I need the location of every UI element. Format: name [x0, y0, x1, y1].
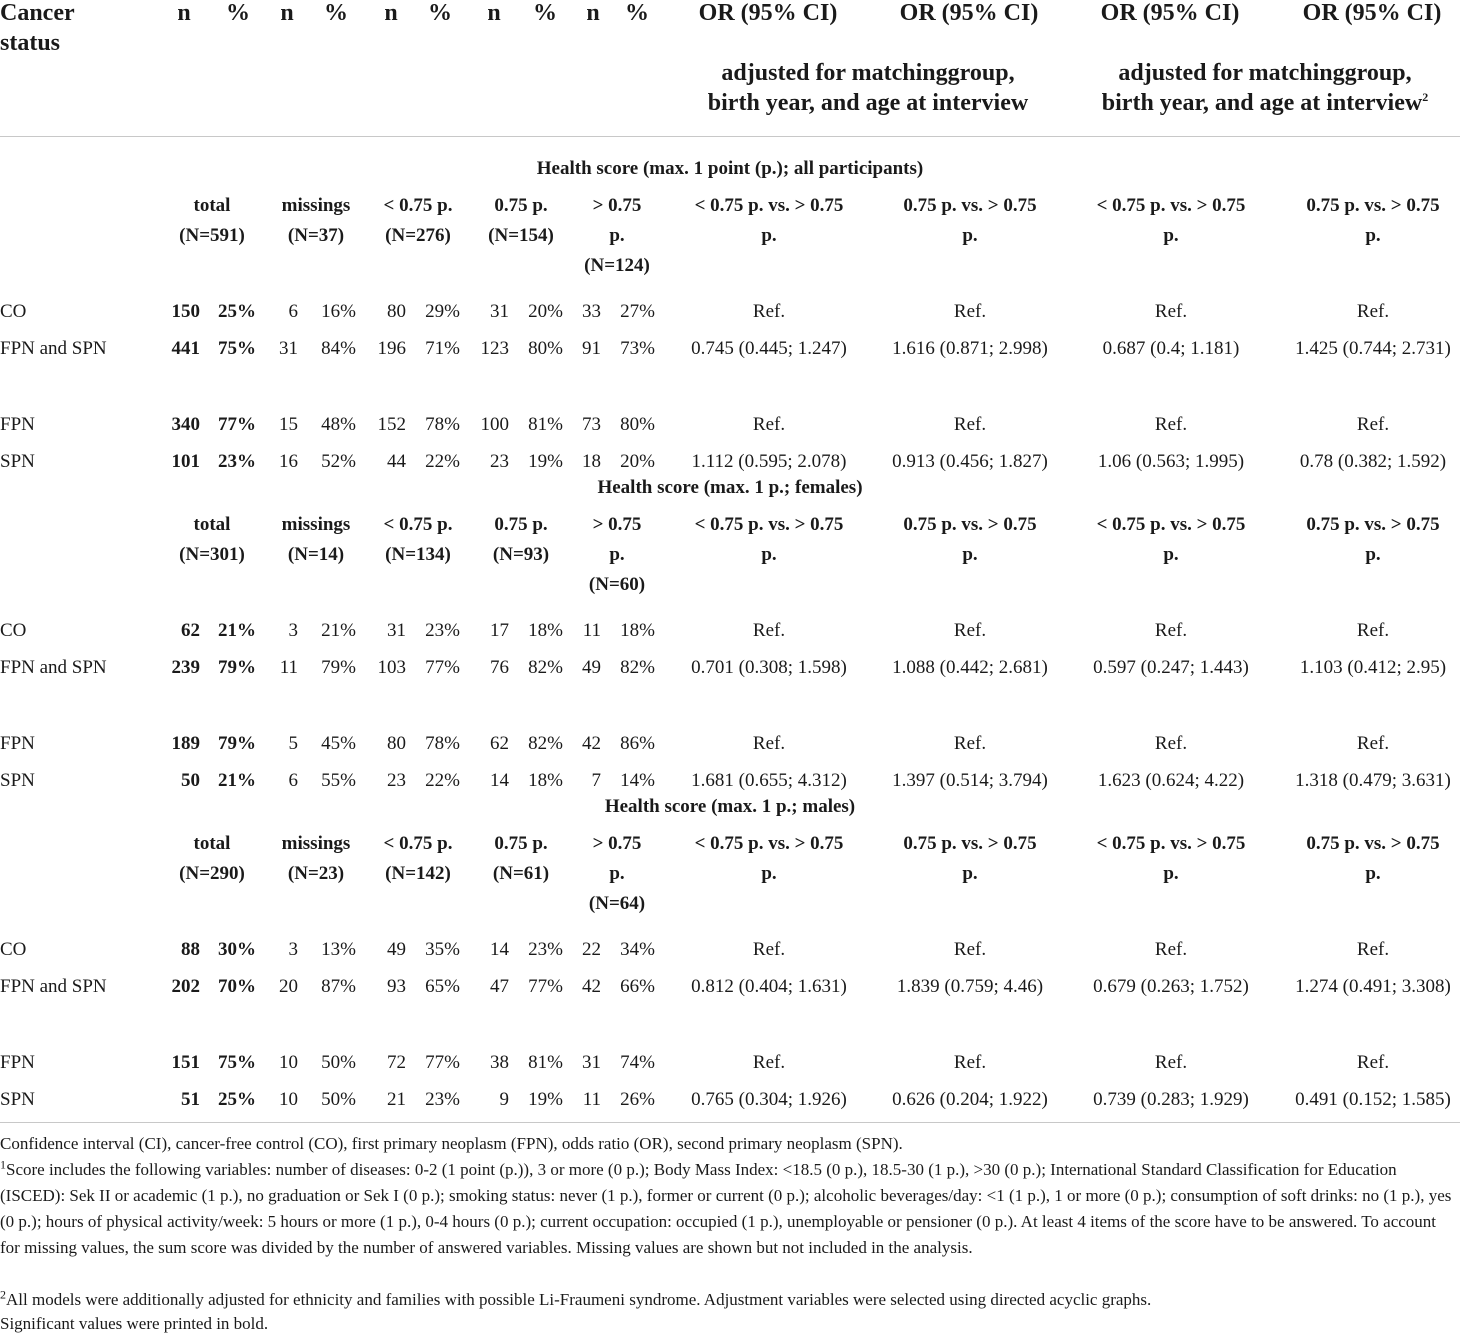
column-head-line: p.	[609, 863, 625, 884]
table-cell: 6	[288, 301, 298, 322]
table-cell: 91	[582, 338, 601, 359]
column-head-line: (N=124)	[584, 255, 650, 276]
column-head-line: (N=290)	[179, 863, 245, 884]
header-pct: %	[428, 0, 452, 26]
table-cell: 84%	[321, 338, 356, 359]
table-cell: 21%	[218, 770, 256, 791]
table-cell: 27%	[620, 301, 655, 322]
table-cell: 16%	[321, 301, 356, 322]
table-cell: 26%	[620, 1089, 655, 1110]
row-label: CO	[0, 301, 27, 322]
or-cell: Ref.	[1154, 939, 1188, 960]
table-cell: 21	[387, 1089, 406, 1110]
header-pct: %	[533, 0, 557, 26]
column-head	[266, 191, 366, 251]
or-cell: Ref.	[752, 414, 786, 435]
column-head	[669, 191, 869, 251]
column-head-line: 0.75 p. vs. > 0.75	[1306, 514, 1440, 535]
or-cell: 0.491 (0.152; 1.585)	[1295, 1089, 1451, 1110]
column-head	[1273, 510, 1460, 570]
table-cell: 3	[288, 939, 298, 960]
table-cell: 79%	[321, 657, 356, 678]
table-cell: 31	[582, 1052, 601, 1073]
table-cell: 49	[582, 657, 601, 678]
table-cell: 9	[499, 1089, 509, 1110]
row-label: FPN and SPN	[0, 338, 107, 359]
column-head-line: < 0.75 p. vs. > 0.75	[694, 514, 844, 535]
table-cell: 55%	[321, 770, 356, 791]
table-cell: 87%	[321, 976, 356, 997]
table-cell: 25%	[218, 301, 256, 322]
table-cell: 29%	[425, 301, 460, 322]
or-cell: Ref.	[1154, 301, 1188, 322]
or-cell: 0.913 (0.456; 1.827)	[892, 451, 1048, 472]
table-cell: 100	[480, 414, 509, 435]
or-cell: Ref.	[1154, 414, 1188, 435]
table-cell: 75%	[218, 338, 256, 359]
column-head-line: p.	[1365, 863, 1381, 884]
header-adjusted-b: adjusted for matchinggroup, birth year, and age at interview$^2$	[1101, 60, 1429, 116]
column-head	[471, 510, 571, 570]
table-cell: 76	[490, 657, 509, 678]
column-head-line: 0.75 p. vs. > 0.75	[903, 514, 1037, 535]
table-cell: 66%	[620, 976, 655, 997]
table-cell: 16	[279, 451, 298, 472]
table-cell: 22%	[425, 451, 460, 472]
or-cell: 1.425 (0.744; 2.731)	[1295, 338, 1451, 359]
column-head-line: < 0.75 p. vs. > 0.75	[1096, 514, 1246, 535]
or-cell: Ref.	[953, 733, 987, 754]
column-head-line: p.	[962, 863, 978, 884]
table-cell: 20	[279, 976, 298, 997]
table-cell: 25%	[218, 1089, 256, 1110]
table-cell: 80%	[528, 338, 563, 359]
table-cell: 11	[582, 620, 601, 641]
or-cell: 1.103 (0.412; 2.95)	[1299, 657, 1447, 678]
table-cell: 31	[387, 620, 406, 641]
or-cell: Ref.	[1154, 1052, 1188, 1073]
table-cell: 14	[490, 939, 509, 960]
column-head	[669, 829, 869, 889]
table-cell: 23	[490, 451, 509, 472]
column-head-line: (N=591)	[179, 225, 245, 246]
column-head-line: (N=23)	[287, 863, 345, 884]
table-cell: 50	[181, 770, 200, 791]
table-cell: 10	[279, 1052, 298, 1073]
table-cell: 152	[377, 414, 406, 435]
or-cell: 0.739 (0.283; 1.929)	[1093, 1089, 1249, 1110]
column-head-line: 0.75 p.	[494, 833, 548, 854]
column-head-line: total	[193, 514, 231, 535]
table-cell: 441	[171, 338, 200, 359]
or-cell: Ref.	[953, 414, 987, 435]
table-cell: 74%	[620, 1052, 655, 1073]
column-head-line: p.	[609, 544, 625, 565]
table-cell: 50%	[321, 1052, 356, 1073]
or-cell: 1.088 (0.442; 2.681)	[892, 657, 1048, 678]
column-head-line: < 0.75 p. vs. > 0.75	[1096, 833, 1246, 854]
column-head-line: p.	[1365, 225, 1381, 246]
header-cancer-status: Cancer status	[0, 0, 75, 56]
table-cell: 93	[387, 976, 406, 997]
table-cell: 42	[582, 733, 601, 754]
table-cell: 49	[387, 939, 406, 960]
column-head-line: 0.75 p.	[494, 514, 548, 535]
table-cell: 88	[181, 939, 200, 960]
column-head-line: total	[193, 195, 231, 216]
footnote-abbreviations: Confidence interval (CI), cancer-free control (CO), first primary neoplasm (FPN), odds ratio (OR), second primary neoplasm (SPN).	[0, 1134, 903, 1153]
or-cell: 1.839 (0.759; 4.46)	[896, 976, 1044, 997]
table-cell: 33	[582, 301, 601, 322]
column-head-line: p.	[609, 225, 625, 246]
table-cell: 7	[591, 770, 601, 791]
column-head	[577, 510, 657, 600]
or-cell: 0.687 (0.4; 1.181)	[1102, 338, 1240, 359]
column-head-line: p.	[1163, 863, 1179, 884]
column-head	[1273, 191, 1460, 251]
table-cell: 6	[288, 770, 298, 791]
column-head-line: p.	[761, 544, 777, 565]
header-pct: %	[625, 0, 649, 26]
header-n: n	[384, 0, 398, 26]
table-cell: 62	[490, 733, 509, 754]
table-cell: 42	[582, 976, 601, 997]
table-cell: 3	[288, 620, 298, 641]
or-cell: 1.623 (0.624; 4.22)	[1097, 770, 1245, 791]
table-cell: 70%	[218, 976, 256, 997]
or-cell: 1.06 (0.563; 1.995)	[1097, 451, 1245, 472]
table-cell: 79%	[218, 733, 256, 754]
table-cell: 82%	[620, 657, 655, 678]
column-head	[266, 829, 366, 889]
table-cell: 340	[171, 414, 200, 435]
or-cell: 0.745 (0.445; 1.247)	[691, 338, 847, 359]
or-cell: Ref.	[953, 939, 987, 960]
column-head-line: 0.75 p. vs. > 0.75	[1306, 195, 1440, 216]
column-head-line: < 0.75 p. vs. > 0.75	[694, 833, 844, 854]
row-label: FPN and SPN	[0, 976, 107, 997]
or-cell: Ref.	[752, 733, 786, 754]
or-cell: Ref.	[1356, 939, 1390, 960]
table-cell: 23	[387, 770, 406, 791]
column-head-line: (N=134)	[385, 544, 451, 565]
table-cell: 78%	[425, 414, 460, 435]
header-n: n	[177, 0, 191, 26]
column-head	[1071, 510, 1271, 570]
table-cell: 38	[490, 1052, 509, 1073]
table-cell: 11	[582, 1089, 601, 1110]
header-adjusted-a: adjusted for matchinggroup, birth year, and age at interview	[707, 60, 1029, 116]
footnote-significance: Significant values were printed in bold.	[0, 1314, 269, 1333]
table-cell: 20%	[528, 301, 563, 322]
table-cell: 77%	[425, 1052, 460, 1073]
header-or-4: OR (95% CI)	[1302, 0, 1442, 26]
table-cell: 65%	[425, 976, 460, 997]
column-head-line: missings	[281, 833, 351, 854]
table-cell: 10	[279, 1089, 298, 1110]
row-label: SPN	[0, 1089, 35, 1110]
table-cell: 103	[377, 657, 406, 678]
column-head-line: p.	[761, 863, 777, 884]
table-cell: 23%	[425, 1089, 460, 1110]
table-cell: 31	[490, 301, 509, 322]
or-cell: 0.701 (0.308; 1.598)	[691, 657, 847, 678]
header-n: n	[586, 0, 600, 26]
table-cell: 79%	[218, 657, 256, 678]
table-cell: 18%	[528, 770, 563, 791]
table-cell: 73%	[620, 338, 655, 359]
table-cell: 15	[279, 414, 298, 435]
or-cell: 0.597 (0.247; 1.443)	[1093, 657, 1249, 678]
or-cell: 1.318 (0.479; 3.631)	[1295, 770, 1451, 791]
table-cell: 17	[490, 620, 509, 641]
column-head	[266, 510, 366, 570]
table-cell: 80	[387, 301, 406, 322]
column-head	[870, 829, 1070, 889]
or-cell: Ref.	[752, 1052, 786, 1073]
table-cell: 72	[387, 1052, 406, 1073]
or-cell: Ref.	[953, 620, 987, 641]
column-head-line: (N=276)	[385, 225, 451, 246]
or-cell: 0.78 (0.382; 1.592)	[1299, 451, 1447, 472]
column-head-line: > 0.75	[592, 514, 642, 535]
column-head-line: (N=61)	[492, 863, 550, 884]
footnote-2: $^2$All models were additionally adjusted for ethnicity and families with possible Li-Fraumeni syndrome. Adjustment variables were selected using directed acyclic graphs.	[0, 1287, 1152, 1309]
table-cell: 23%	[218, 451, 256, 472]
table-cell: 31	[279, 338, 298, 359]
column-head	[157, 829, 267, 889]
or-cell: 1.681 (0.655; 4.312)	[691, 770, 847, 791]
or-cell: Ref.	[1356, 301, 1390, 322]
column-head-line: > 0.75	[592, 195, 642, 216]
table-cell: 82%	[528, 657, 563, 678]
table-cell: 80	[387, 733, 406, 754]
table-cell: 44	[387, 451, 406, 472]
column-head-line: total	[193, 833, 231, 854]
table-cell: 5	[288, 733, 298, 754]
column-head	[1273, 829, 1460, 889]
column-head-line: < 0.75 p.	[383, 514, 453, 535]
column-head-line: 0.75 p.	[494, 195, 548, 216]
table-cell: 23%	[425, 620, 460, 641]
column-head-line: p.	[962, 544, 978, 565]
table-cell: 77%	[425, 657, 460, 678]
row-label: FPN	[0, 1052, 35, 1073]
table-cell: 77%	[218, 414, 256, 435]
column-head-line: 0.75 p. vs. > 0.75	[903, 195, 1037, 216]
or-cell: Ref.	[1356, 620, 1390, 641]
table-cell: 77%	[528, 976, 563, 997]
header-or-2: OR (95% CI)	[899, 0, 1039, 26]
column-head-line: (N=301)	[179, 544, 245, 565]
column-head-line: p.	[962, 225, 978, 246]
column-head	[157, 191, 267, 251]
table-cell: 14	[490, 770, 509, 791]
footnote-1: $^1$Score includes the following variables: number of diseases: 0-2 (1 point (p.)), 3 or more (0 p.); Body Mass Index: <18.5 (0 p.), 18.5-30 (1 p.), >30 (0 p.); International Standard Classification for Education (ISCED): Sek II or academic (1 p.), no graduation or Sek I (0 p.); smoking status: never (1 p.), former or current (0 p.); alcoholic beverages/day: <1 (1 p.), 1 or more (0 p.); consumption of soft drinks: no (1 p.), yes (0 p.); hours of physical activity/week: 5 hours or more (1 p.), 0-4 hours (0 p.); current occupation: occupied (1 p.), unemployable or pensioner (0 p.). At least 4 items of the score have to be answered. To account for missing values, the sum score was divided by the number of answered variables. Missing values are shown but not included in the analysis.	[0, 1157, 1452, 1257]
column-head-line: (N=154)	[488, 225, 554, 246]
row-label: SPN	[0, 770, 35, 791]
row-label: CO	[0, 620, 27, 641]
column-head-line: < 0.75 p. vs. > 0.75	[1096, 195, 1246, 216]
column-head-line: 0.75 p. vs. > 0.75	[1306, 833, 1440, 854]
column-head-line: (N=64)	[588, 893, 646, 914]
table-cell: 18%	[528, 620, 563, 641]
column-head	[577, 829, 657, 919]
column-head	[577, 191, 657, 281]
table-cell: 82%	[528, 733, 563, 754]
or-cell: 0.679 (0.263; 1.752)	[1093, 976, 1249, 997]
column-head-line: 0.75 p. vs. > 0.75	[903, 833, 1037, 854]
header-pct: %	[324, 0, 348, 26]
table-cell: 19%	[528, 1089, 563, 1110]
or-cell: 1.616 (0.871; 2.998)	[892, 338, 1048, 359]
table-cell: 73	[582, 414, 601, 435]
table-cell: 123	[480, 338, 509, 359]
column-head-line: (N=37)	[287, 225, 345, 246]
table-cell: 81%	[528, 1052, 563, 1073]
column-head	[870, 510, 1070, 570]
row-label: SPN	[0, 451, 35, 472]
header-or-3: OR (95% CI)	[1100, 0, 1240, 26]
table-cell: 239	[171, 657, 200, 678]
table-cell: 47	[490, 976, 509, 997]
column-head	[363, 829, 473, 889]
table-cell: 86%	[620, 733, 655, 754]
table-cell: 80%	[620, 414, 655, 435]
or-cell: Ref.	[1154, 733, 1188, 754]
table-cell: 51	[181, 1089, 200, 1110]
or-cell: 0.765 (0.304; 1.926)	[691, 1089, 847, 1110]
table-cell: 21%	[218, 620, 256, 641]
table-cell: 18%	[620, 620, 655, 641]
column-head	[1071, 191, 1271, 251]
column-head	[471, 829, 571, 889]
table-cell: 13%	[321, 939, 356, 960]
or-cell: Ref.	[752, 301, 786, 322]
header-n: n	[487, 0, 501, 26]
or-cell: 1.274 (0.491; 3.308)	[1295, 976, 1451, 997]
or-cell: Ref.	[953, 1052, 987, 1073]
section-title: Health score (max. 1 point (p.); all participants)	[536, 158, 924, 179]
table-cell: 35%	[425, 939, 460, 960]
or-cell: Ref.	[752, 939, 786, 960]
section-title: Health score (max. 1 p.; males)	[604, 796, 856, 817]
table-cell: 48%	[321, 414, 356, 435]
header-or-1: OR (95% CI)	[698, 0, 838, 26]
table-cell: 18	[582, 451, 601, 472]
column-head-line: > 0.75	[592, 833, 642, 854]
section-title: Health score (max. 1 p.; females)	[597, 477, 863, 498]
or-cell: Ref.	[1356, 414, 1390, 435]
column-head-line: < 0.75 p.	[383, 833, 453, 854]
table-cell: 78%	[425, 733, 460, 754]
table-cell: 202	[171, 976, 200, 997]
column-head-line: missings	[281, 195, 351, 216]
or-cell: Ref.	[752, 620, 786, 641]
row-label: CO	[0, 939, 27, 960]
or-cell: Ref.	[1154, 620, 1188, 641]
column-head-line: p.	[1163, 225, 1179, 246]
table-cell: 71%	[425, 338, 460, 359]
table-cell: 189	[171, 733, 200, 754]
or-cell: 0.626 (0.204; 1.922)	[892, 1089, 1048, 1110]
table-cell: 23%	[528, 939, 563, 960]
or-cell: 1.397 (0.514; 3.794)	[892, 770, 1048, 791]
column-head	[157, 510, 267, 570]
column-head	[471, 191, 571, 251]
footer-rule	[0, 1122, 1460, 1123]
table-cell: 30%	[218, 939, 256, 960]
or-cell: 1.112 (0.595; 2.078)	[691, 451, 847, 472]
column-head-line: < 0.75 p. vs. > 0.75	[694, 195, 844, 216]
or-cell: 0.812 (0.404; 1.631)	[691, 976, 847, 997]
table-cell: 196	[377, 338, 406, 359]
column-head-line: p.	[761, 225, 777, 246]
column-head-line: (N=14)	[287, 544, 345, 565]
table-cell: 21%	[321, 620, 356, 641]
table-cell: 20%	[620, 451, 655, 472]
table-cell: 22	[582, 939, 601, 960]
table-cell: 81%	[528, 414, 563, 435]
table-cell: 34%	[620, 939, 655, 960]
column-head	[363, 510, 473, 570]
column-head	[669, 510, 869, 570]
row-label: FPN	[0, 414, 35, 435]
column-head-line: (N=93)	[492, 544, 550, 565]
table-cell: 22%	[425, 770, 460, 791]
row-label: FPN	[0, 733, 35, 754]
column-head	[363, 191, 473, 251]
or-cell: Ref.	[1356, 1052, 1390, 1073]
table-cell: 150	[171, 301, 200, 322]
column-head-line: p.	[1163, 544, 1179, 565]
table-cell: 62	[181, 620, 200, 641]
column-head-line: (N=142)	[385, 863, 451, 884]
or-cell: Ref.	[1356, 733, 1390, 754]
column-head-line: (N=60)	[588, 574, 646, 595]
table-cell: 45%	[321, 733, 356, 754]
row-label: FPN and SPN	[0, 657, 107, 678]
column-head	[1071, 829, 1271, 889]
table-cell: 101	[171, 451, 200, 472]
table-cell: 50%	[321, 1089, 356, 1110]
column-head-line: < 0.75 p.	[383, 195, 453, 216]
column-head-line: p.	[1365, 544, 1381, 565]
table-cell: 75%	[218, 1052, 256, 1073]
header-pct: %	[226, 0, 250, 26]
table-cell: 11	[279, 657, 298, 678]
table-cell: 52%	[321, 451, 356, 472]
or-cell: Ref.	[953, 301, 987, 322]
header-rule	[0, 136, 1460, 137]
column-head-line: missings	[281, 514, 351, 535]
table-cell: 19%	[528, 451, 563, 472]
column-head	[870, 191, 1070, 251]
table-cell: 14%	[620, 770, 655, 791]
header-n: n	[280, 0, 294, 26]
table-cell: 151	[171, 1052, 200, 1073]
